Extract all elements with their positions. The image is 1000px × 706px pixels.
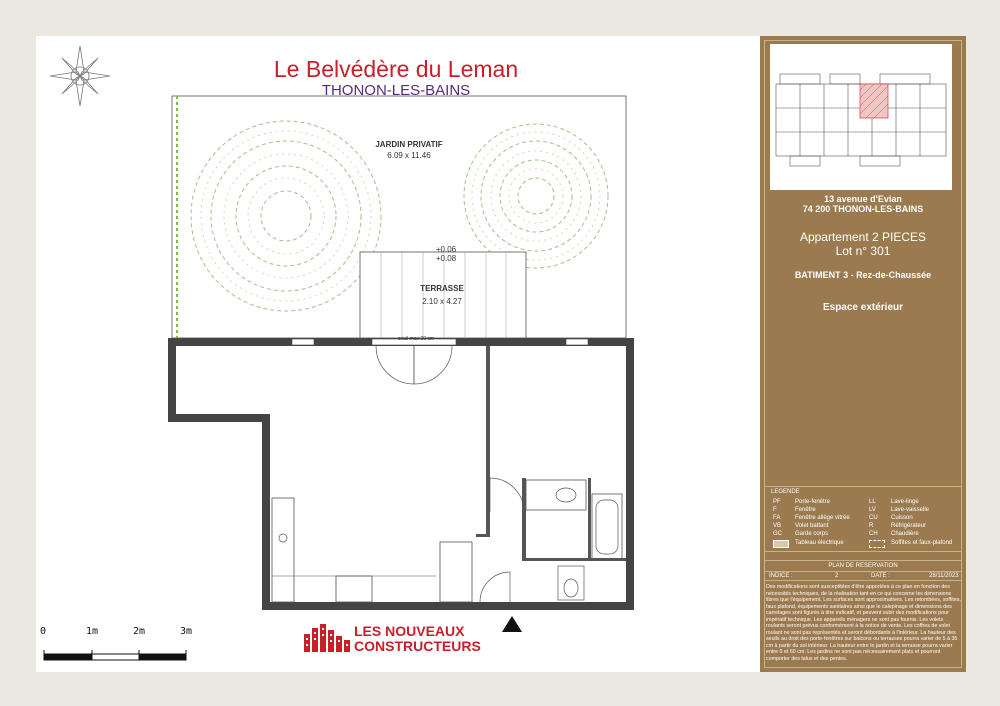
- brand-logo-icon: [304, 624, 350, 652]
- legend-code-fa: FA: [773, 515, 781, 521]
- scale-label-1: 1m: [86, 626, 99, 637]
- building-level: BATIMENT 3 - Rez-de-Chaussée: [794, 270, 932, 280]
- legend-label-cu: Cuisson: [891, 515, 913, 521]
- scale-label-3: 3m: [180, 626, 193, 637]
- legend-code-pf: PF: [773, 499, 781, 505]
- plan-sheet: [36, 36, 966, 672]
- address-line-1: 13 avenue d'Evian: [824, 194, 902, 204]
- legend-code-cu: CU: [869, 515, 878, 521]
- space-title: Espace extérieur: [822, 302, 904, 313]
- legend-label-ch: Chaudière: [891, 531, 919, 537]
- legend-label-fa: Fenêtre allège vitrée: [795, 515, 850, 521]
- level-marker-1: +0.06: [435, 245, 457, 254]
- brand-line-2: CONSTRUCTEURS: [354, 638, 481, 654]
- date-value: 28/11/2023: [929, 573, 959, 579]
- brand-line-1: LES NOUVEAUX: [354, 623, 465, 639]
- threshold-note: seuil max 20 cm: [397, 336, 435, 342]
- date-label: DATE :: [871, 573, 890, 579]
- terrace-dimensions: 2.10 x 4.27: [422, 297, 462, 306]
- apartment-type: Appartement 2 PIECES: [799, 230, 927, 244]
- legend-label-ll: Lave-linge: [891, 499, 919, 505]
- scale-bar: [40, 650, 190, 664]
- legend-code-f: F: [773, 507, 777, 513]
- electric-panel-icon: [773, 540, 789, 548]
- legend-box: [764, 486, 962, 552]
- legend-code-ll: LL: [869, 499, 876, 505]
- building-key-plan: [770, 44, 952, 190]
- legend-code-gc: GC: [773, 531, 782, 537]
- brand-name: [354, 624, 481, 654]
- project-title: Le Belvédère du Leman: [273, 56, 519, 82]
- legend-label-tableau: Tableau électrique: [795, 540, 844, 546]
- legend-label-soffites: Soffites et faux-plafond: [891, 540, 953, 546]
- project-city: THONON-LES-BAINS: [321, 82, 471, 99]
- scale-label-2: 2m: [133, 626, 146, 637]
- legend-label-vb: Volet battant: [795, 523, 829, 529]
- legend-label-pf: Porte-fenêtre: [795, 499, 831, 505]
- disclaimer-text: Des modifications sont susceptibles d'être apportées à ce plan en fonction des nécessités techniques, de la réalisation tant en ce qui concerne les dimensions libres que l'équipement. Les surfaces sont approximatives. Les retombées, soffites, faux plafond, équipements sanitaires ainsi que le calepinage et dimensions des carrelages sont figurés à titre indicatif, et peuvent subir des modifications pour impératif technique. Les appareils ménagers ne sont pas fournis. Les volets roulants seront prévus conformément à la notice de vente. Les coffres de volet roulant ne sont pas représentés et seront débordants à l'intérieur. La hauteur des seuils au droit des porte-fenêtres sur balcons ou terrasses pourra varier de 5 à 35 cm à partir du sol intérieur. La hauteur entre le jardin et la terrasse pourra varier entre 0 et 60 cm. Les jardins ne sont pas nécessairement plats et pourront comporter des talus et des pentes.: [766, 584, 961, 662]
- soffit-hatch-icon: [869, 540, 885, 548]
- level-marker-2: +0.08: [435, 254, 457, 263]
- scale-label-0: 0: [40, 626, 47, 637]
- indice-date-row: [764, 571, 962, 581]
- terrace-label: TERRASSE: [420, 284, 464, 293]
- legend-code-r: R: [869, 523, 874, 529]
- legend-code-ch: CH: [869, 531, 878, 537]
- legend-code-vb: VB: [773, 523, 782, 529]
- plan-drawing: [36, 36, 756, 672]
- garden-label: JARDIN PRIVATIF: [375, 140, 443, 149]
- floor-plan: [36, 36, 756, 672]
- key-plan-drawing: [770, 44, 952, 190]
- lot-number: Lot n° 301: [835, 244, 891, 258]
- legend-title: LEGENDE: [771, 489, 800, 495]
- legend-label-gc: Garde corps: [795, 531, 829, 537]
- indice-value: 2: [835, 573, 839, 579]
- garden-dimensions: 6.09 x 11.46: [387, 151, 431, 160]
- indice-label: INDICE :: [769, 573, 793, 579]
- legend-label-lv: Lave-vaisselle: [891, 507, 930, 513]
- legend-label-r: Réfrigérateur: [891, 523, 927, 529]
- legend-code-lv: LV: [869, 507, 876, 513]
- address-line-2: 74 200 THONON-LES-BAINS: [802, 204, 924, 214]
- info-panel: [760, 36, 966, 672]
- legend-label-f: Fenêtre: [795, 507, 816, 513]
- reservation-title: PLAN DE RESERVATION: [764, 560, 962, 571]
